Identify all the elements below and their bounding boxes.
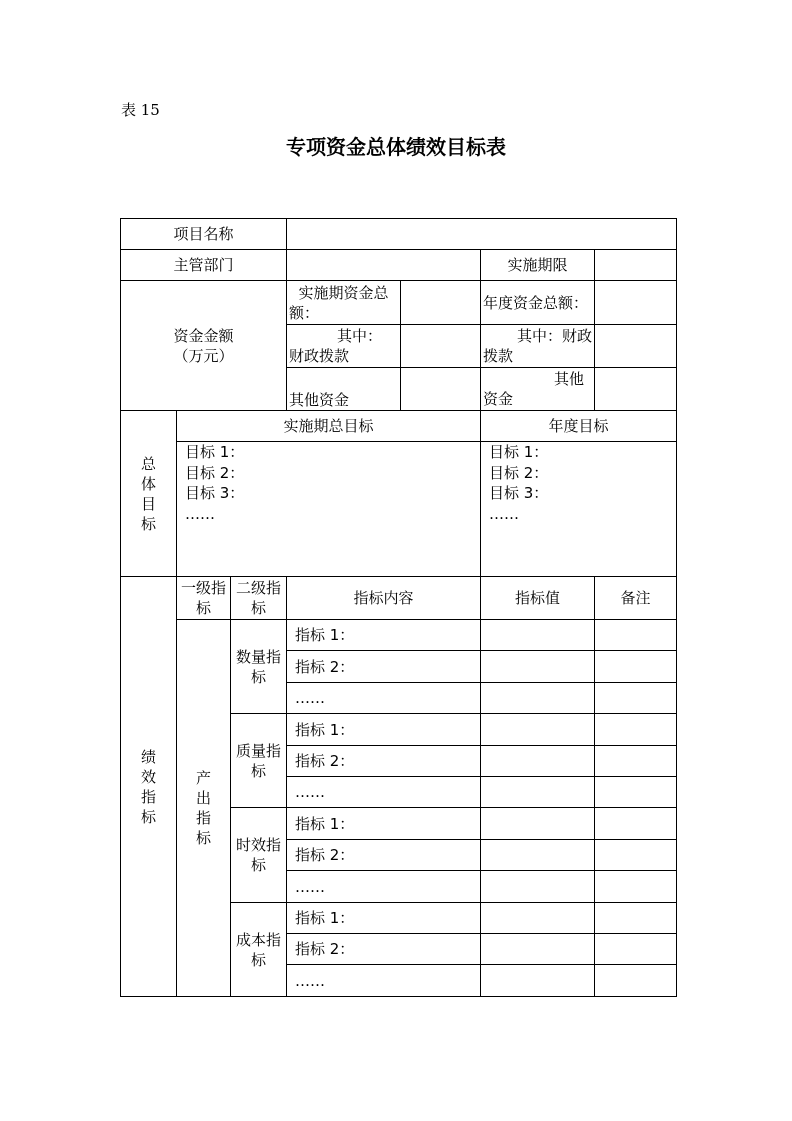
annual-total-field[interactable] bbox=[595, 281, 677, 325]
period-field[interactable] bbox=[595, 250, 677, 281]
indicator-value-field[interactable] bbox=[481, 808, 595, 840]
indicator-row-label: …… bbox=[287, 871, 481, 903]
group-label-line1: 质量指 bbox=[235, 741, 281, 760]
indicator-value-field[interactable] bbox=[481, 777, 595, 808]
indicator-row-label: 指标 2： bbox=[287, 840, 481, 871]
indicator-note-field[interactable] bbox=[595, 651, 677, 683]
overall-goals-char: 体 bbox=[140, 474, 156, 493]
period-total-field[interactable] bbox=[401, 281, 481, 325]
overall-goals-char: 目 bbox=[140, 494, 156, 513]
indicator-value-field[interactable] bbox=[481, 746, 595, 777]
indicator-value-field[interactable] bbox=[481, 651, 595, 683]
goal-item: 目标 1： bbox=[489, 443, 549, 461]
performance-char: 标 bbox=[140, 807, 156, 826]
period-fiscal-label-line2: 财政拨款 bbox=[289, 347, 350, 365]
level1-header-line2: 标 bbox=[195, 599, 211, 617]
performance-char: 效 bbox=[140, 767, 156, 786]
indicator-row-label: 指标 1： bbox=[287, 714, 481, 746]
performance-goal-form bbox=[120, 218, 677, 997]
annual-fiscal-label-line1: 其中：财政 bbox=[516, 327, 592, 345]
indicator-row-label: 指标 2： bbox=[287, 934, 481, 965]
indicator-row-label: 指标 1： bbox=[287, 808, 481, 840]
output-indicator-label bbox=[177, 620, 231, 997]
indicator-row-label: …… bbox=[287, 683, 481, 714]
indicator-value-field[interactable] bbox=[481, 620, 595, 651]
output-char: 标 bbox=[195, 829, 211, 847]
other-annual-field[interactable] bbox=[595, 368, 677, 411]
group-label-line1: 成本指 bbox=[235, 930, 281, 949]
annual-fiscal-field[interactable] bbox=[595, 325, 677, 368]
department-field[interactable] bbox=[287, 250, 481, 281]
period-fiscal-label-line1: 其中： bbox=[336, 327, 382, 345]
goal-item: …… bbox=[489, 504, 519, 523]
content-header: 指标内容 bbox=[287, 577, 481, 620]
indicator-note-field[interactable] bbox=[595, 714, 677, 746]
other-period-field[interactable] bbox=[401, 368, 481, 411]
indicator-row-label: 指标 1： bbox=[287, 620, 481, 651]
overall-goals-char: 总 bbox=[140, 454, 156, 473]
other-period-label: 其他资金 bbox=[287, 368, 401, 411]
level2-header-line1: 二级指 bbox=[235, 579, 281, 597]
other-annual-label bbox=[481, 368, 595, 411]
fund-amount-label bbox=[121, 281, 287, 411]
indicator-value-field[interactable] bbox=[481, 714, 595, 746]
period-total-label bbox=[287, 281, 401, 325]
overall-goals-side-label bbox=[121, 411, 177, 577]
indicator-value-field[interactable] bbox=[481, 840, 595, 871]
period-total-label-line1: 实施期资金总 bbox=[298, 283, 389, 302]
annual-goal-header: 年度目标 bbox=[481, 411, 677, 442]
performance-char: 指 bbox=[140, 787, 156, 806]
level1-header-line1: 一级指 bbox=[180, 579, 226, 597]
period-label: 实施期限 bbox=[481, 250, 595, 281]
annual-total-label: 年度资金总额： bbox=[481, 281, 595, 325]
annual-fiscal-label bbox=[481, 325, 595, 368]
indicator-note-field[interactable] bbox=[595, 965, 677, 997]
indicator-note-field[interactable] bbox=[595, 808, 677, 840]
indicator-note-field[interactable] bbox=[595, 903, 677, 934]
timeliness-indicator-label bbox=[231, 808, 287, 903]
indicator-row-label: …… bbox=[287, 965, 481, 997]
indicator-value-field[interactable] bbox=[481, 934, 595, 965]
level2-header bbox=[231, 577, 287, 620]
indicator-note-field[interactable] bbox=[595, 934, 677, 965]
fund-amount-label-line2: （万元） bbox=[173, 346, 234, 365]
table-number: 表 15 bbox=[121, 101, 160, 119]
period-total-label-line2: 额： bbox=[289, 303, 320, 322]
annual-fiscal-label-line2: 拨款 bbox=[483, 347, 514, 365]
goal-item: 目标 3： bbox=[489, 484, 549, 502]
indicator-row-label: 指标 1： bbox=[287, 903, 481, 934]
indicator-value-field[interactable] bbox=[481, 683, 595, 714]
group-label-line2: 标 bbox=[250, 950, 266, 969]
indicator-value-field[interactable] bbox=[481, 871, 595, 903]
period-fiscal-field[interactable] bbox=[401, 325, 481, 368]
goal-item: 目标 1： bbox=[185, 443, 245, 461]
output-char: 产 bbox=[195, 769, 211, 787]
indicator-note-field[interactable] bbox=[595, 871, 677, 903]
group-label-line1: 时效指 bbox=[235, 836, 281, 854]
group-label-line2: 标 bbox=[250, 856, 266, 874]
department-label: 主管部门 bbox=[121, 250, 287, 281]
output-char: 指 bbox=[195, 809, 211, 827]
annual-goals-box[interactable] bbox=[481, 442, 677, 577]
project-name-field[interactable] bbox=[287, 219, 677, 250]
goal-item: 目标 2： bbox=[489, 463, 549, 482]
other-annual-label-line2: 资金 bbox=[483, 390, 514, 408]
project-name-label: 项目名称 bbox=[121, 219, 287, 250]
indicator-row-label: 指标 2： bbox=[287, 651, 481, 683]
goal-item: 目标 2： bbox=[185, 463, 245, 482]
fund-amount-label-line1: 资金金额 bbox=[173, 326, 234, 345]
overall-goals-char: 标 bbox=[140, 514, 156, 533]
indicator-note-field[interactable] bbox=[595, 746, 677, 777]
goal-item: 目标 3： bbox=[185, 484, 245, 502]
quality-indicator-label bbox=[231, 714, 287, 808]
performance-char: 绩 bbox=[140, 747, 156, 766]
indicator-note-field[interactable] bbox=[595, 840, 677, 871]
quantity-indicator-label bbox=[231, 620, 287, 714]
value-header: 指标值 bbox=[481, 577, 595, 620]
indicator-value-field[interactable] bbox=[481, 965, 595, 997]
output-char: 出 bbox=[195, 789, 211, 807]
indicator-row-label: 指标 2： bbox=[287, 746, 481, 777]
cost-indicator-label bbox=[231, 903, 287, 997]
indicator-value-field[interactable] bbox=[481, 903, 595, 934]
indicator-note-field[interactable] bbox=[595, 683, 677, 714]
period-goals-box[interactable] bbox=[177, 442, 481, 577]
group-label-line2: 标 bbox=[250, 667, 266, 686]
page-title: 专项资金总体绩效目标表 bbox=[286, 135, 506, 159]
indicator-note-field[interactable] bbox=[595, 777, 677, 808]
level1-header bbox=[177, 577, 231, 620]
group-label-line1: 数量指 bbox=[235, 647, 281, 666]
group-label-line2: 标 bbox=[250, 761, 266, 780]
period-fiscal-label bbox=[287, 325, 401, 368]
indicator-row-label: …… bbox=[287, 777, 481, 808]
goal-item: …… bbox=[185, 504, 215, 523]
other-annual-label-line1: 其他 bbox=[553, 370, 584, 388]
period-goal-header: 实施期总目标 bbox=[177, 411, 481, 442]
performance-side-label bbox=[121, 577, 177, 997]
indicator-note-field[interactable] bbox=[595, 620, 677, 651]
note-header: 备注 bbox=[595, 577, 677, 620]
level2-header-line2: 标 bbox=[250, 599, 266, 617]
